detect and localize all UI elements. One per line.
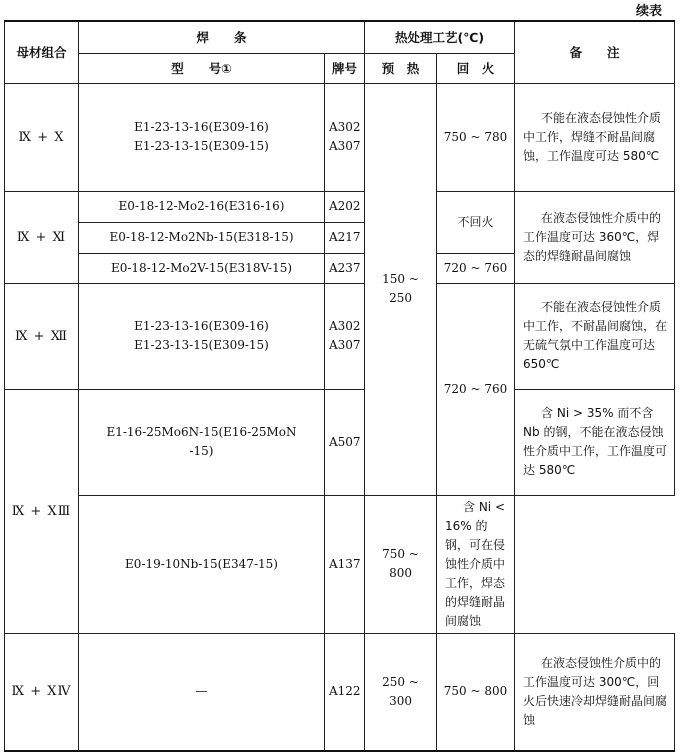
brand-text: A302 xyxy=(329,120,361,134)
brand-cell xyxy=(325,283,365,389)
model-text: E1-23-13-15(E309-15) xyxy=(134,139,269,153)
brand-cell: A202 xyxy=(325,191,365,222)
model-text: E1-23-13-15(E309-15) xyxy=(134,338,269,352)
model-text: E1-16-25Mo6N-15(E16-25MoN xyxy=(106,425,297,439)
header-model: 型 号① xyxy=(79,53,325,83)
model-cell xyxy=(79,83,325,191)
temper-cell: 750 ~ 780 xyxy=(437,83,515,191)
model-cell: E0-18-12-Mo2-16(E316-16) xyxy=(79,191,325,222)
continued-label: 续表 xyxy=(635,4,662,19)
combo-cell: Ⅸ + Ⅻ xyxy=(5,283,79,389)
brand-cell: A122 xyxy=(325,633,365,751)
note-cell: 不能在液态侵蚀性介质中工作，不耐晶间腐蚀，在无硫气氛中工作温度可达 650℃ xyxy=(515,283,675,389)
note-cell: 在液态侵蚀性介质中的工作温度可达 360℃，焊态的焊缝耐晶间腐蚀 xyxy=(515,191,675,283)
table-row xyxy=(5,283,675,389)
note-cell: 在液态侵蚀性介质中的工作温度可达 300℃，回火后快速冷却焊缝耐晶间腐蚀 xyxy=(515,633,675,751)
model-text: E1-23-13-16(E309-16) xyxy=(134,319,269,333)
temper-cell: 720 ~ 760 xyxy=(437,283,515,495)
temper-cell: 不回火 xyxy=(437,191,515,253)
brand-cell: A217 xyxy=(325,222,365,253)
combo-cell: Ⅸ + Ⅺ xyxy=(5,191,79,283)
combo-cell: Ⅸ + ⅩⅣ xyxy=(5,633,79,751)
brand-text: A307 xyxy=(329,338,361,352)
brand-text: A307 xyxy=(329,139,361,153)
table-row xyxy=(5,191,675,222)
model-text: -15) xyxy=(189,444,214,458)
table-row xyxy=(5,633,675,751)
model-text: E1-23-13-16(E309-16) xyxy=(134,120,269,134)
header-base-combo: 母材组合 xyxy=(5,21,79,83)
header-heat-treatment: 热处理工艺(℃) xyxy=(365,21,515,53)
header-brand: 牌号 xyxy=(325,53,365,83)
model-cell: — xyxy=(79,633,325,751)
combo-cell: Ⅸ + Ⅹ xyxy=(5,83,79,191)
model-cell xyxy=(79,283,325,389)
table-row xyxy=(5,83,675,191)
temper-cell: 750 ~ 800 xyxy=(437,633,515,751)
note-cell: 含 Ni < 16% 的钢，可在侵蚀性介质中工作，焊态的焊缝耐晶间腐蚀 xyxy=(437,495,515,633)
model-cell: E0-18-12-Mo2Nb-15(E318-15) xyxy=(79,222,325,253)
note-cell: 不能在液态侵蚀性介质中工作，焊缝不耐晶间腐蚀，工作温度可达 580℃ xyxy=(515,83,675,191)
table-row xyxy=(5,389,675,495)
header-preheat: 预 热 xyxy=(365,53,437,83)
temper-cell: 750 ~ 800 xyxy=(365,495,437,633)
brand-cell: A507 xyxy=(325,389,365,495)
model-cell: E0-18-12-Mo2V-15(E318V-15) xyxy=(79,253,325,283)
note-cell: 含 Ni > 35% 而不含 Nb 的钢，不能在液态侵蚀性介质中工作，工作温度可达 580℃ xyxy=(515,389,675,495)
model-cell: E0-19-10Nb-15(E347-15) xyxy=(79,495,325,633)
table-row xyxy=(5,495,675,633)
temper-cell: 720 ~ 760 xyxy=(437,253,515,283)
brand-cell xyxy=(325,83,365,191)
welding-table xyxy=(4,20,675,752)
header-note: 备 注 xyxy=(515,21,675,83)
brand-cell: A137 xyxy=(325,495,365,633)
brand-text: A302 xyxy=(329,319,361,333)
header-electrode: 焊 条 xyxy=(79,21,365,53)
model-cell xyxy=(79,389,325,495)
preheat-cell: 150 ~ 250 xyxy=(365,83,437,495)
preheat-cell: 250 ~ 300 xyxy=(365,633,437,751)
brand-cell: A237 xyxy=(325,253,365,283)
combo-cell: Ⅸ + ⅩⅢ xyxy=(5,389,79,633)
header-temper: 回 火 xyxy=(437,53,515,83)
